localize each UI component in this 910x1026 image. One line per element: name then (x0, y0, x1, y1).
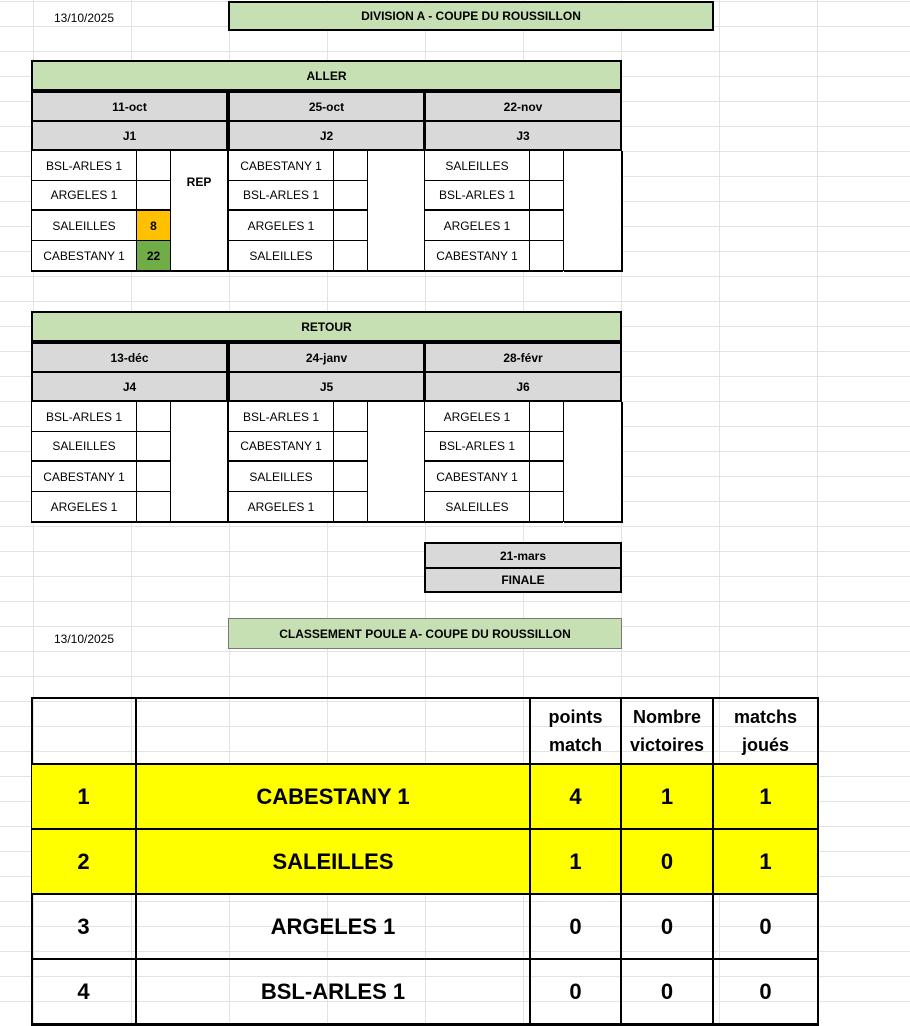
team-cell: ARGELES 1 (425, 402, 530, 432)
team-cell: SALEILLES (32, 432, 137, 462)
round-header: J1 (31, 120, 228, 151)
team-cell: ARGELES 1 (229, 492, 334, 522)
score-cell (137, 432, 171, 462)
round-header: J5 (228, 371, 425, 402)
date-header: 11-oct (31, 91, 228, 122)
classement-title: CLASSEMENT POULE A- COUPE DU ROUSSILLON (228, 618, 622, 649)
team-cell: BSL-ARLES 1 (32, 151, 137, 181)
date-top: 13/10/2025 (53, 11, 115, 25)
table-header (136, 697, 530, 764)
score-cell (334, 492, 368, 522)
score-cell: 22 (137, 241, 171, 271)
standing-points: 0 (530, 959, 621, 1024)
team-cell: BSL-ARLES 1 (229, 402, 334, 432)
aller-header: ALLER (31, 60, 622, 91)
date-header: 13-déc (31, 342, 228, 373)
team-cell: ARGELES 1 (229, 211, 334, 241)
team-cell: SALEILLES (32, 211, 137, 241)
standing-played: 0 (713, 959, 818, 1024)
score-cell (137, 402, 171, 432)
standing-rank: 2 (31, 829, 136, 894)
team-cell: SALEILLES (229, 462, 334, 492)
date-header: 24-janv (228, 342, 425, 373)
standing-points: 1 (530, 829, 621, 894)
team-cell: CABESTANY 1 (425, 462, 530, 492)
score-cell (530, 151, 564, 181)
standing-played: 0 (713, 894, 818, 959)
score-cell (530, 181, 564, 211)
team-cell: BSL-ARLES 1 (425, 181, 530, 211)
score-cell: 8 (137, 211, 171, 241)
standing-rank: 4 (31, 959, 136, 1024)
score-cell (334, 402, 368, 432)
date-header: 22-nov (424, 91, 622, 122)
standing-played: 1 (713, 764, 818, 829)
score-cell (530, 492, 564, 522)
finale-date: 21-mars (424, 542, 622, 569)
note-cell (564, 151, 623, 272)
standing-team: ARGELES 1 (136, 894, 530, 959)
round-header: J3 (424, 120, 622, 151)
score-cell (334, 151, 368, 181)
standing-played: 1 (713, 829, 818, 894)
round-header: J6 (424, 371, 622, 402)
standing-wins: 0 (621, 959, 713, 1024)
score-cell (530, 241, 564, 271)
team-cell: BSL-ARLES 1 (425, 432, 530, 462)
team-cell: SALEILLES (229, 241, 334, 271)
standing-rank: 3 (31, 894, 136, 959)
score-cell (334, 432, 368, 462)
note-cell (171, 402, 229, 523)
standing-wins: 0 (621, 894, 713, 959)
score-cell (137, 181, 171, 211)
score-cell (137, 462, 171, 492)
score-cell (530, 462, 564, 492)
note-cell: REP (171, 151, 229, 272)
round-header: J2 (228, 120, 425, 151)
table-header (31, 697, 136, 764)
score-cell (530, 432, 564, 462)
standing-team: BSL-ARLES 1 (136, 959, 530, 1024)
score-cell (530, 402, 564, 432)
note-cell (368, 402, 426, 523)
score-cell (334, 211, 368, 241)
standing-team: SALEILLES (136, 829, 530, 894)
standing-wins: 1 (621, 764, 713, 829)
date-bottom: 13/10/2025 (53, 632, 115, 646)
note-cell (564, 402, 623, 523)
retour-header: RETOUR (31, 311, 622, 342)
score-cell (137, 151, 171, 181)
team-cell: ARGELES 1 (32, 181, 137, 211)
team-cell: ARGELES 1 (32, 492, 137, 522)
score-cell (137, 492, 171, 522)
standing-points: 4 (530, 764, 621, 829)
table-header: Nombre victoires (621, 697, 713, 764)
date-header: 25-oct (228, 91, 425, 122)
table-header: matchs joués (713, 697, 818, 764)
standing-wins: 0 (621, 829, 713, 894)
team-cell: CABESTANY 1 (32, 241, 137, 271)
note-cell (368, 151, 426, 272)
standing-rank: 1 (31, 764, 136, 829)
table-header: points match (530, 697, 621, 764)
round-header: J4 (31, 371, 228, 402)
score-cell (530, 211, 564, 241)
score-cell (334, 462, 368, 492)
finale-label: FINALE (424, 567, 622, 593)
score-cell (334, 181, 368, 211)
page-title: DIVISION A - COUPE DU ROUSSILLON (228, 1, 714, 31)
team-cell: CABESTANY 1 (425, 241, 530, 271)
team-cell: BSL-ARLES 1 (32, 402, 137, 432)
team-cell: ARGELES 1 (425, 211, 530, 241)
team-cell: SALEILLES (425, 151, 530, 181)
team-cell: CABESTANY 1 (32, 462, 137, 492)
team-cell: CABESTANY 1 (229, 432, 334, 462)
team-cell: SALEILLES (425, 492, 530, 522)
standing-team: CABESTANY 1 (136, 764, 530, 829)
team-cell: BSL-ARLES 1 (229, 181, 334, 211)
score-cell (334, 241, 368, 271)
date-header: 28-févr (424, 342, 622, 373)
team-cell: CABESTANY 1 (229, 151, 334, 181)
standing-points: 0 (530, 894, 621, 959)
